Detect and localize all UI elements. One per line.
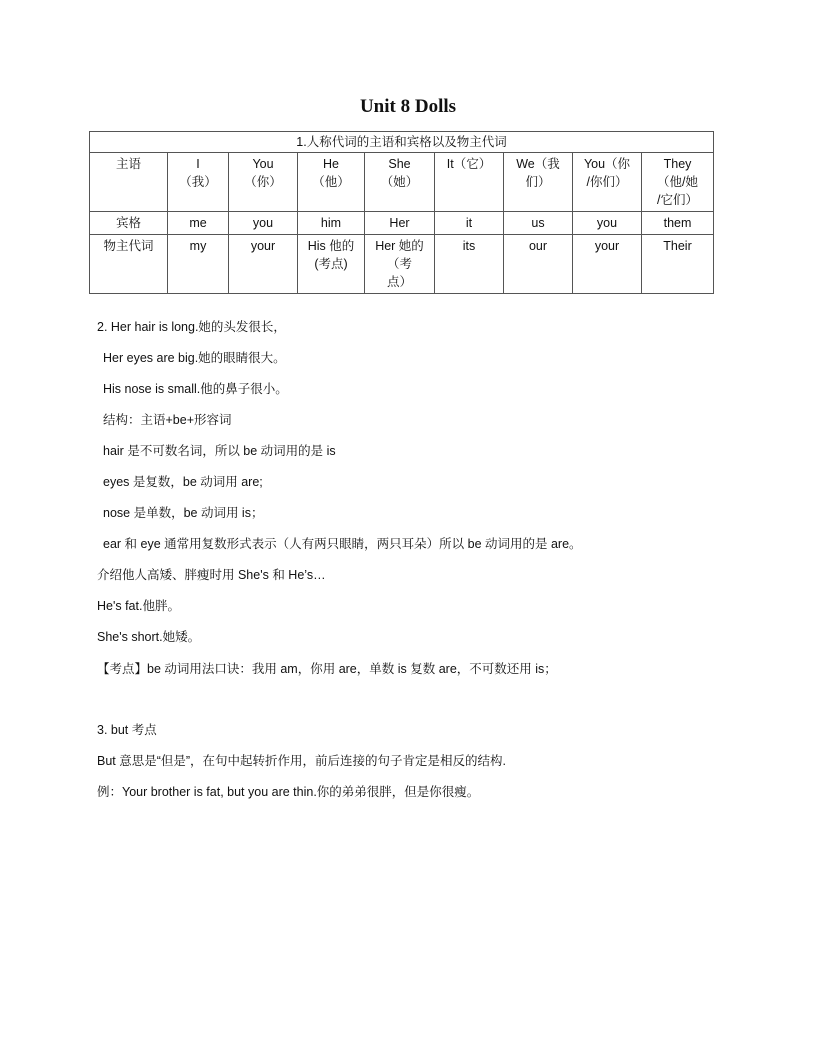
- table-cell: You （你）: [229, 153, 298, 212]
- text-line: 3. but 考点: [97, 723, 157, 737]
- table-cell: them: [642, 212, 714, 235]
- table-cell: You（你 /你们）: [573, 153, 642, 212]
- table-cell: you: [573, 212, 642, 235]
- text-line: eyes 是复数，be 动词用 are;: [103, 475, 263, 489]
- table-cell: I （我）: [168, 153, 229, 212]
- table-cell: It（它）: [435, 153, 504, 212]
- table-cell: you: [229, 212, 298, 235]
- table-cell: Her 她的 （考 点）: [365, 235, 435, 294]
- page-title: Unit 8 Dolls: [359, 96, 457, 117]
- text-line: hair 是不可数名词，所以 be 动词用的是 is: [103, 444, 336, 458]
- text-line: 结构：主语+be+形容词: [103, 413, 232, 427]
- text-line: 【考点】be 动词用法口诀：我用 am，你用 are，单数 is 复数 are，不可数还用 is；: [97, 662, 557, 676]
- text-line: 例：Your brother is fat, but you are thin.你的弟弟很胖，但是你很瘦。: [97, 785, 480, 799]
- table-cell: your: [229, 235, 298, 294]
- table-cell: your: [573, 235, 642, 294]
- pronoun-table: [89, 131, 714, 294]
- text-line: But 意思是“但是”，在句中起转折作用，前后连接的句子肯定是相反的结构.: [97, 754, 507, 768]
- table-cell: him: [298, 212, 365, 235]
- text-line: She's short.她矮。: [97, 630, 201, 644]
- text-line: His nose is small.他的鼻子很小。: [103, 382, 288, 396]
- text-line: ear 和 eye 通常用复数形式表示（人有两只眼睛，两只耳朵）所以 be 动词用的是 are。: [103, 537, 582, 551]
- text-line: 介绍他人高矮、胖瘦时用 She's 和 He’s…: [97, 568, 326, 582]
- possessive-row: [90, 235, 714, 294]
- table-cell: He （他）: [298, 153, 365, 212]
- text-line: He's fat.他胖。: [97, 599, 180, 613]
- table-cell: us: [504, 212, 573, 235]
- table-cell: Her: [365, 212, 435, 235]
- text-line: nose 是单数，be 动词用 is；: [103, 506, 264, 520]
- table-cell: our: [504, 235, 573, 294]
- row-header: 物主代词: [90, 235, 168, 294]
- table-cell: His 他的 (考点): [298, 235, 365, 294]
- text-line: 2. Her hair is long.她的头发很长，: [97, 320, 286, 334]
- object-row: [90, 212, 714, 235]
- row-header: 宾格: [90, 212, 168, 235]
- table-cell: it: [435, 212, 504, 235]
- table-cell: They （他/她 /它们）: [642, 153, 714, 212]
- row-header: 主语: [90, 153, 168, 212]
- table-cell: its: [435, 235, 504, 294]
- table-caption: 1.人称代词的主语和宾格以及物主代词: [90, 132, 714, 153]
- table-cell: me: [168, 212, 229, 235]
- text-line: Her eyes are big.她的眼睛很大。: [103, 351, 286, 365]
- table-cell: Their: [642, 235, 714, 294]
- table-cell: my: [168, 235, 229, 294]
- table-cell: We（我 们）: [504, 153, 573, 212]
- table-cell: She （她）: [365, 153, 435, 212]
- subject-row: [90, 153, 714, 212]
